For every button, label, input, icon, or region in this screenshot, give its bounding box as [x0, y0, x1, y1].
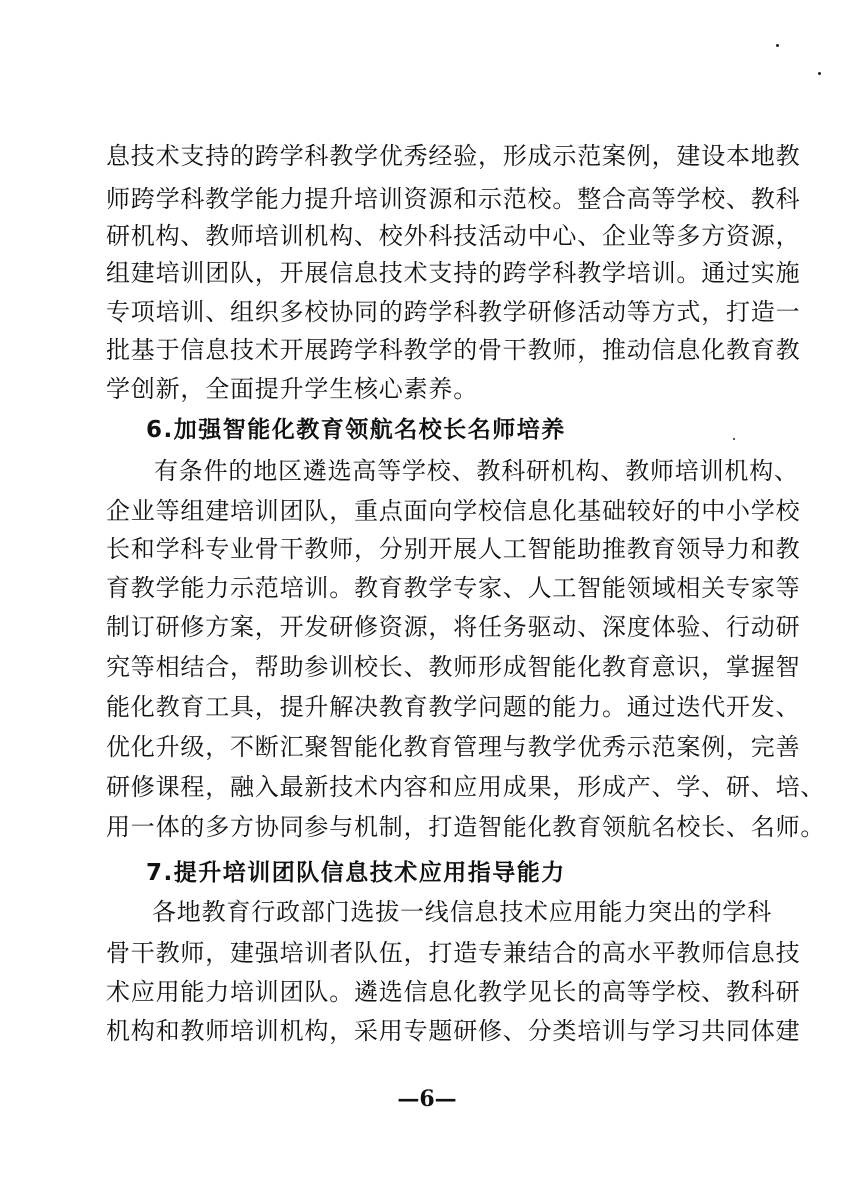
paragraph-line: 机构和教师培训机构，采用专题研修、分类培训与学习共同体建 [106, 1017, 801, 1045]
paragraph-line: 用一体的多方协同参与机制，打造智能化教育领航名校长、名师。 [106, 813, 826, 841]
paragraph-line: 育教学能力示范培训。教育教学专家、人工智能领域相关专家等 [106, 574, 801, 602]
scan-speck [818, 72, 821, 75]
paragraph-line: 各地教育行政部门选拔一线信息技术应用能力突出的学科 [152, 898, 772, 926]
paragraph-line: 制订研修方案，开发研修资源，将任务驱动、深度体验、行动研 [106, 613, 801, 641]
section-heading: 6.加强智能化教育领航名校长名师培养 [146, 417, 566, 443]
paragraph-line: 学创新，全面提升学生核心素养。 [106, 375, 478, 403]
paragraph-line: 师跨学科教学能力提升培训资源和示范校。整合高等学校、教科 [106, 185, 801, 213]
paragraph-line: 究等相结合，帮助参训校长、教师形成智能化教育意识，掌握智 [106, 653, 801, 681]
paragraph-line: 研修课程，融入最新技术内容和应用成果，形成产、学、研、培、 [106, 773, 826, 801]
paragraph-line: 企业等组建培训团队，重点面向学校信息化基础较好的中小学校 [106, 497, 801, 525]
paragraph-line: 长和学科专业骨干教师，分别开展人工智能助推教育领导力和教 [106, 535, 801, 563]
paragraph-line: 息技术支持的跨学科教学优秀经验，形成示范案例，建设本地教 [106, 142, 801, 170]
paragraph-line: 优化升级，不断汇聚智能化教育管理与教学优秀示范案例，完善 [106, 733, 801, 761]
paragraph-line: 骨干教师，建强培训者队伍，打造专兼结合的高水平教师信息技 [106, 939, 801, 967]
paragraph-line: 批基于信息技术开展跨学科教学的骨干教师，推动信息化教育教 [106, 336, 801, 364]
paragraph-line: 术应用能力培训团队。遴选信息化教学见长的高等学校、教科研 [106, 978, 801, 1006]
paragraph-line: 组建培训团队，开展信息技术支持的跨学科教学培训。通过实施 [106, 259, 801, 287]
page-number: —6— [397, 1086, 457, 1112]
paragraph-line: 有条件的地区遴选高等学校、教科研机构、教师培训机构、 [154, 457, 799, 485]
scan-speck [776, 44, 779, 47]
section-heading: 7.提升培训团队信息技术应用指导能力 [146, 860, 566, 886]
paragraph-line: 能化教育工具，提升解决教育教学问题的能力。通过迭代开发、 [106, 693, 801, 721]
paragraph-line: 研机构、教师培训机构、校外科技活动中心、企业等多方资源， [106, 222, 801, 250]
paragraph-line: 专项培训、组织多校协同的跨学科教学研修活动等方式，打造一 [106, 298, 801, 326]
